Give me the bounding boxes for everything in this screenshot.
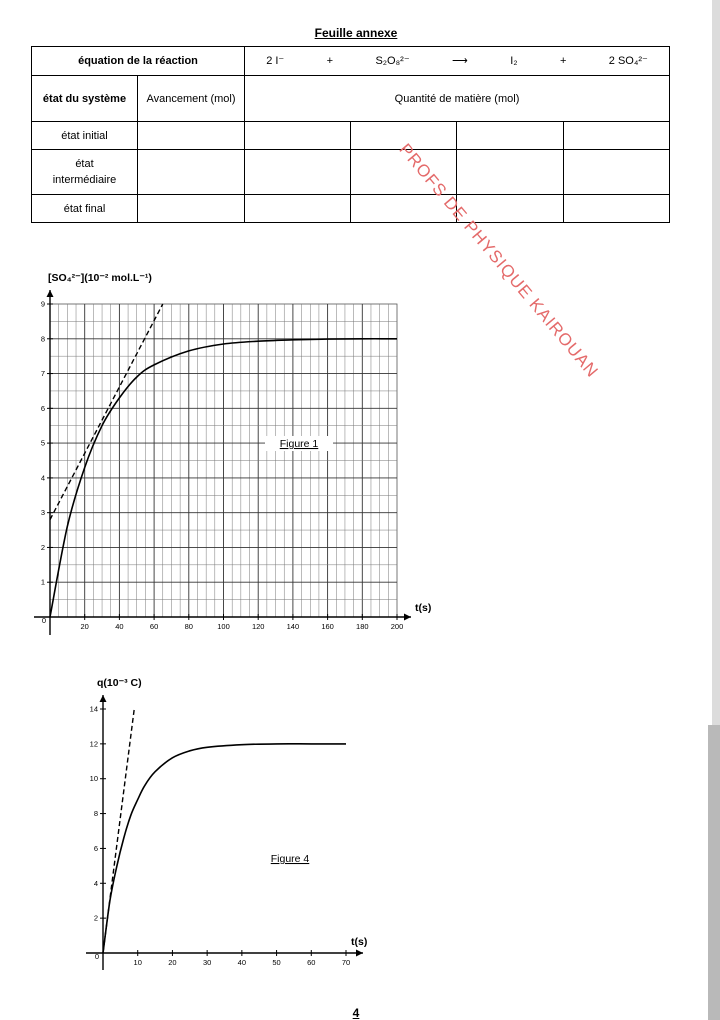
data-curve — [103, 744, 346, 953]
x-tick-label: 80 — [184, 622, 193, 631]
y-axis-arrow-icon — [100, 695, 107, 702]
y-tick-label: 14 — [89, 704, 98, 714]
y-tick-label: 2 — [40, 542, 45, 552]
y-axis-label: [SO₄²⁻](10⁻² mol.L⁻¹) — [48, 272, 152, 284]
y-tick-label: 8 — [40, 334, 45, 344]
figure-title: Figure 1 — [279, 438, 319, 450]
page-title: Feuille annexe — [314, 26, 398, 40]
eq-plus: + — [559, 55, 567, 67]
equation-label: équation de la réaction — [32, 47, 245, 76]
x-tick-label: 20 — [80, 622, 89, 631]
eq-term-iodide: 2 I⁻ — [266, 55, 285, 67]
eq-term-sulfate: 2 SO₄²⁻ — [608, 55, 648, 67]
x-tick-label: 30 — [202, 958, 212, 967]
y-tick-label: 6 — [93, 843, 98, 853]
y-axis-label: q(10⁻³ C) — [97, 677, 142, 689]
x-tick-label: 120 — [251, 622, 265, 631]
y-tick-label: 10 — [89, 774, 98, 784]
y-tick-label: 1 — [40, 577, 45, 587]
watermark: PROFS DE PHYSIQUE KAIROUAN — [395, 140, 603, 382]
y-tick-label: 12 — [89, 739, 98, 749]
x-tick-label: 10 — [133, 958, 142, 967]
origin-label: 0 — [41, 616, 46, 625]
y-tick-label: 3 — [40, 508, 45, 518]
x-tick-label: 100 — [217, 622, 230, 631]
advancement-label: Avancement (mol) — [138, 76, 245, 122]
page-number: 4 — [352, 1006, 360, 1020]
eq-term-peroxodisulfate: S₂O₈²⁻ — [375, 55, 410, 67]
origin-label: 0 — [94, 952, 99, 961]
row-intermediate-label: état intermédiaire — [32, 150, 138, 195]
x-tick-label: 50 — [272, 958, 281, 967]
tangent-line — [103, 709, 134, 953]
x-tick-label: 200 — [390, 622, 404, 631]
y-tick-label: 7 — [40, 369, 45, 379]
x-axis-label: t(s) — [351, 936, 368, 948]
x-tick-label: 60 — [307, 958, 316, 967]
x-axis-arrow-icon — [356, 950, 363, 957]
y-tick-label: 4 — [93, 878, 98, 888]
y-tick-label: 5 — [40, 438, 45, 448]
y-tick-label: 9 — [40, 299, 45, 309]
row-initial-label: état initial — [32, 122, 138, 150]
x-tick-label: 40 — [237, 958, 247, 967]
x-tick-label: 160 — [321, 622, 334, 631]
y-tick-label: 8 — [93, 809, 98, 819]
x-tick-label: 20 — [168, 958, 177, 967]
eq-term-iodine: I₂ — [510, 55, 518, 67]
eq-arrow-icon: ⟶ — [452, 55, 468, 67]
x-tick-label: 40 — [115, 622, 124, 631]
quantity-label: Quantité de matière (mol) — [245, 76, 670, 122]
page-edge — [708, 725, 720, 1020]
x-axis-label: t(s) — [415, 602, 432, 614]
figure-title: Figure 4 — [270, 853, 310, 865]
state-label: état du système — [32, 76, 138, 122]
x-tick-label: 60 — [149, 622, 159, 631]
y-tick-label: 2 — [93, 913, 98, 923]
y-tick-label: 6 — [40, 403, 45, 413]
x-tick-label: 70 — [341, 958, 351, 967]
eq-plus: + — [326, 55, 334, 67]
x-tick-label: 180 — [356, 622, 369, 631]
y-tick-label: 4 — [40, 473, 45, 483]
row-final-label: état final — [32, 195, 138, 223]
x-tick-label: 140 — [286, 622, 300, 631]
